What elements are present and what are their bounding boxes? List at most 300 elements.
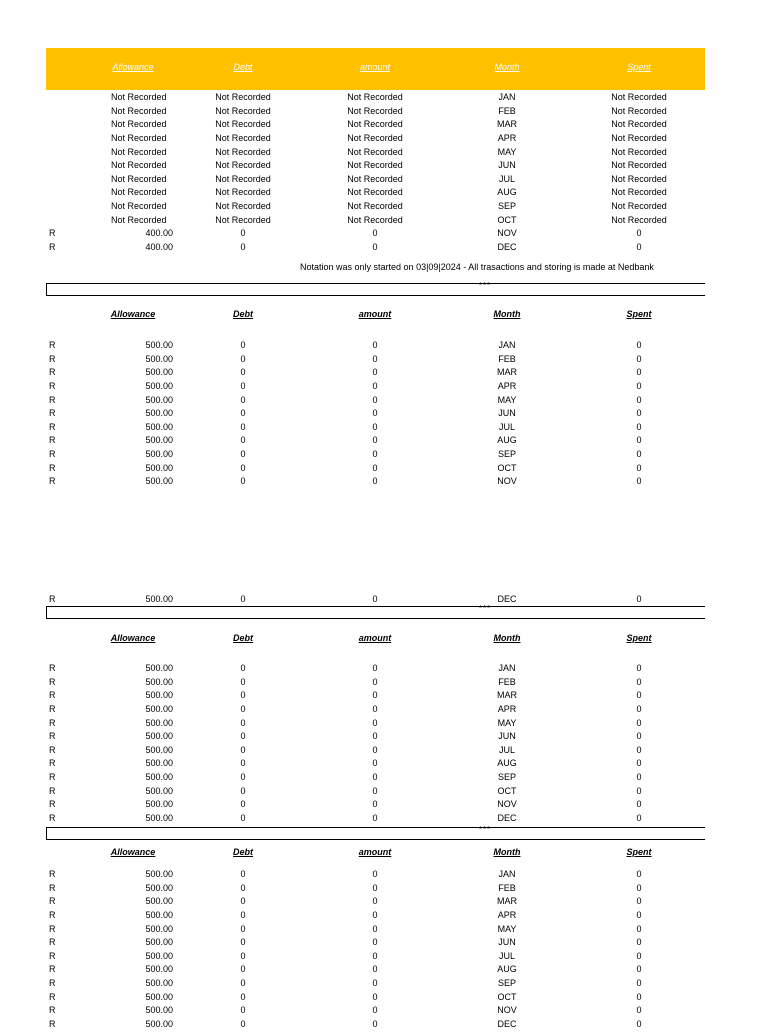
header-amount: amount [358, 309, 392, 319]
table-row [46, 757, 705, 771]
currency-cell: R [49, 462, 56, 473]
header-allowance: Allowance [110, 309, 156, 319]
month-cell: JAN [498, 663, 516, 673]
month-cell: NOV [497, 228, 517, 239]
spent-cell: 0 [636, 923, 642, 934]
spent-cell: 0 [636, 594, 642, 604]
table-row [46, 173, 705, 187]
month-cell: MAY [497, 717, 517, 728]
header-month: Month [494, 62, 520, 72]
amount-cell: 0 [372, 367, 378, 378]
table-row [46, 91, 705, 105]
spent-cell: 0 [636, 869, 642, 879]
section-separator [46, 606, 705, 619]
month-cell: MAR [497, 690, 517, 701]
allowance-cell: 500.00 [145, 421, 173, 432]
debt-cell: 0 [240, 690, 246, 701]
spent-cell: 0 [636, 462, 642, 473]
allowance-cell: 500.00 [145, 896, 173, 907]
allowance-cell: Not Recorded [111, 214, 167, 225]
spent-cell: 0 [636, 758, 642, 769]
table-row [46, 936, 705, 950]
table-section [46, 842, 705, 868]
currency-cell: R [49, 408, 56, 419]
spent-cell: 0 [636, 785, 642, 796]
header-month: Month [493, 847, 521, 857]
month-cell: JUN [498, 160, 516, 171]
amount-cell: 0 [372, 435, 378, 446]
amount-cell: 0 [372, 449, 378, 460]
table-row [46, 977, 705, 991]
currency-cell: R [49, 785, 56, 796]
amount-cell: Not Recorded [347, 201, 403, 212]
amount-cell: Not Recorded [347, 173, 403, 184]
currency-cell: R [49, 367, 56, 378]
amount-cell: 0 [372, 380, 378, 391]
allowance-cell: 500.00 [145, 744, 173, 755]
spent-cell: 0 [636, 242, 642, 253]
currency-cell: R [49, 923, 56, 934]
spent-cell: 0 [636, 731, 642, 742]
header-debt: Debt [233, 309, 253, 319]
debt-cell: 0 [240, 462, 246, 473]
allowance-cell: 500.00 [145, 937, 173, 948]
currency-cell: R [49, 594, 56, 604]
month-cell: JUN [498, 408, 516, 419]
debt-cell: 0 [240, 882, 246, 893]
allowance-cell: 500.00 [145, 758, 173, 769]
debt-cell: 0 [240, 408, 246, 419]
debt-cell: 0 [240, 799, 246, 810]
amount-cell: 0 [372, 242, 378, 253]
allowance-cell: 400.00 [145, 228, 173, 239]
section-separator [46, 827, 705, 840]
table-row [46, 703, 705, 717]
spent-cell: 0 [636, 380, 642, 391]
allowance-cell: 500.00 [145, 690, 173, 701]
currency-cell: R [49, 937, 56, 948]
debt-cell: 0 [240, 869, 246, 879]
currency-cell: R [49, 896, 56, 907]
debt-cell: 0 [240, 476, 246, 487]
spent-cell: 0 [636, 799, 642, 810]
table-row [46, 200, 705, 214]
currency-cell: R [49, 435, 56, 446]
header-month: Month [493, 633, 521, 643]
currency-cell: R [49, 703, 56, 714]
amount-cell: 0 [372, 785, 378, 796]
spent-cell: Not Recorded [611, 173, 667, 184]
amount-cell: 0 [372, 228, 378, 239]
allowance-cell: Not Recorded [111, 146, 167, 157]
table-row [46, 730, 705, 744]
currency-cell: R [49, 758, 56, 769]
header-amount: amount [358, 633, 392, 643]
allowance-cell: Not Recorded [111, 173, 167, 184]
spent-cell: 0 [636, 978, 642, 989]
debt-cell: Not Recorded [215, 160, 271, 171]
debt-cell: 0 [240, 896, 246, 907]
month-cell: JAN [498, 340, 516, 350]
debt-cell: 0 [240, 717, 246, 728]
spent-cell: 0 [636, 703, 642, 714]
table-row [46, 159, 705, 173]
spent-cell: Not Recorded [611, 105, 667, 116]
debt-cell: Not Recorded [215, 187, 271, 198]
month-cell: OCT [497, 991, 517, 1002]
currency-cell: R [49, 991, 56, 1002]
debt-cell: Not Recorded [215, 201, 271, 212]
debt-cell: 0 [240, 421, 246, 432]
table-row [46, 353, 705, 367]
currency-cell: R [49, 476, 56, 487]
amount-cell: 0 [372, 408, 378, 419]
amount-cell: 0 [372, 964, 378, 975]
month-cell: SEP [497, 201, 517, 212]
spent-cell: 0 [636, 813, 642, 824]
month-cell: NOV [497, 799, 517, 810]
table-rows [46, 339, 705, 489]
debt-cell: Not Recorded [215, 132, 271, 143]
spent-cell: 0 [636, 950, 642, 961]
debt-cell: 0 [240, 731, 246, 742]
month-cell: JUN [498, 937, 516, 948]
notation-note: Notation was only started on 03|09|2024 - All trasactions and storing is made at Nedbank [300, 262, 654, 272]
amount-cell: 0 [372, 353, 378, 364]
currency-cell: R [49, 394, 56, 405]
header-debt: Debt [233, 62, 253, 72]
month-cell: APR [497, 132, 517, 143]
allowance-cell: 500.00 [145, 367, 173, 378]
month-cell: MAY [497, 923, 517, 934]
currency-cell: R [49, 950, 56, 961]
header-allowance: Allowance [112, 62, 154, 72]
table-row [46, 676, 705, 690]
spent-cell: 0 [636, 690, 642, 701]
header-debt: Debt [233, 633, 253, 643]
spent-cell: 0 [636, 676, 642, 687]
table-row [46, 214, 705, 228]
table-row [46, 895, 705, 909]
debt-cell: 0 [240, 744, 246, 755]
month-cell: NOV [497, 476, 517, 487]
table-row [46, 909, 705, 923]
table-section [46, 628, 705, 654]
spent-cell: 0 [636, 744, 642, 755]
table-row [46, 118, 705, 132]
allowance-cell: 500.00 [145, 950, 173, 961]
allowance-cell: 500.00 [145, 394, 173, 405]
amount-cell: 0 [372, 476, 378, 487]
amount-cell: Not Recorded [347, 160, 403, 171]
debt-cell: 0 [240, 785, 246, 796]
debt-cell: 0 [240, 772, 246, 783]
currency-cell: R [49, 1005, 56, 1016]
allowance-cell: 500.00 [145, 380, 173, 391]
allowance-cell: 500.00 [145, 340, 173, 350]
allowance-cell: 500.00 [145, 462, 173, 473]
table-rows [46, 91, 705, 255]
currency-cell: R [49, 663, 56, 673]
amount-cell: 0 [372, 663, 378, 673]
amount-cell: 0 [372, 869, 378, 879]
debt-cell: Not Recorded [215, 92, 271, 102]
spent-cell: 0 [636, 228, 642, 239]
amount-cell: Not Recorded [347, 187, 403, 198]
currency-cell: R [49, 353, 56, 364]
spent-cell: 0 [636, 394, 642, 405]
debt-cell: 0 [240, 950, 246, 961]
allowance-cell: 500.00 [145, 353, 173, 364]
debt-cell: Not Recorded [215, 146, 271, 157]
spent-cell: Not Recorded [611, 146, 667, 157]
month-cell: OCT [497, 462, 517, 473]
debt-cell: Not Recorded [215, 214, 271, 225]
debt-cell: 0 [240, 1019, 246, 1030]
spent-cell: 0 [636, 449, 642, 460]
month-cell: FEB [498, 676, 516, 687]
spent-cell: 0 [636, 367, 642, 378]
debt-cell: 0 [240, 340, 246, 350]
table-rows [46, 662, 705, 826]
table-row [46, 868, 705, 882]
month-cell: FEB [498, 105, 516, 116]
table-row [46, 662, 705, 676]
debt-cell: 0 [240, 923, 246, 934]
spent-cell: 0 [636, 896, 642, 907]
month-cell: SEP [497, 978, 517, 989]
debt-cell: 0 [240, 676, 246, 687]
month-cell: AUG [497, 435, 517, 446]
amount-cell: 0 [372, 813, 378, 824]
spent-cell: Not Recorded [611, 214, 667, 225]
allowance-cell: 500.00 [145, 663, 173, 673]
amount-cell: 0 [372, 923, 378, 934]
spent-cell: Not Recorded [611, 132, 667, 143]
table-row [46, 339, 705, 353]
table-header-row [46, 48, 705, 90]
allowance-cell: 500.00 [145, 991, 173, 1002]
table-row [46, 950, 705, 964]
header-allowance: Allowance [110, 633, 156, 643]
table-row [46, 380, 705, 394]
amount-cell: Not Recorded [347, 146, 403, 157]
debt-cell: 0 [240, 813, 246, 824]
spent-cell: 0 [636, 353, 642, 364]
amount-cell: 0 [372, 717, 378, 728]
month-cell: AUG [497, 964, 517, 975]
currency-cell: R [49, 449, 56, 460]
currency-cell: R [49, 744, 56, 755]
debt-cell: 0 [240, 353, 246, 364]
table-row [46, 882, 705, 896]
table-row [46, 771, 705, 785]
month-cell: MAR [497, 119, 517, 130]
currency-cell: R [49, 690, 56, 701]
allowance-cell: Not Recorded [111, 160, 167, 171]
debt-cell: 0 [240, 449, 246, 460]
debt-cell: 0 [240, 594, 246, 604]
table-row [46, 434, 705, 448]
debt-cell: 0 [240, 663, 246, 673]
debt-cell: 0 [240, 978, 246, 989]
month-cell: OCT [497, 785, 517, 796]
month-cell: NOV [497, 1005, 517, 1016]
currency-cell: R [49, 813, 56, 824]
spent-cell: Not Recorded [611, 160, 667, 171]
amount-cell: 0 [372, 731, 378, 742]
allowance-cell: 500.00 [145, 978, 173, 989]
month-cell: SEP [497, 449, 517, 460]
allowance-cell: Not Recorded [111, 132, 167, 143]
amount-cell: 0 [372, 703, 378, 714]
currency-cell: R [49, 228, 56, 239]
amount-cell: 0 [372, 1019, 378, 1030]
spent-cell: 0 [636, 772, 642, 783]
amount-cell: Not Recorded [347, 105, 403, 116]
table-section [46, 48, 705, 90]
allowance-cell: 400.00 [145, 242, 173, 253]
table-row [46, 923, 705, 937]
allowance-cell: Not Recorded [111, 187, 167, 198]
spent-cell: 0 [636, 340, 642, 350]
allowance-cell: 500.00 [145, 813, 173, 824]
currency-cell: R [49, 869, 56, 879]
currency-cell: R [49, 799, 56, 810]
debt-cell: Not Recorded [215, 119, 271, 130]
spent-cell: 0 [636, 1005, 642, 1016]
spent-cell: 0 [636, 435, 642, 446]
month-cell: APR [497, 703, 517, 714]
table-row [46, 421, 705, 435]
currency-cell: R [49, 978, 56, 989]
amount-cell: 0 [372, 991, 378, 1002]
amount-cell: 0 [372, 394, 378, 405]
amount-cell: 0 [372, 676, 378, 687]
currency-cell: R [49, 380, 56, 391]
table-row [46, 593, 705, 607]
allowance-cell: 500.00 [145, 772, 173, 783]
debt-cell: 0 [240, 435, 246, 446]
month-cell: DEC [497, 594, 517, 604]
debt-cell: 0 [240, 394, 246, 405]
currency-cell: R [49, 676, 56, 687]
allowance-cell: 500.00 [145, 717, 173, 728]
table-row [46, 132, 705, 146]
allowance-cell: 500.00 [145, 799, 173, 810]
month-cell: JUN [498, 731, 516, 742]
amount-cell: 0 [372, 421, 378, 432]
header-spent: Spent [626, 847, 652, 857]
table-row [46, 798, 705, 812]
table-row [46, 227, 705, 241]
allowance-cell: Not Recorded [111, 119, 167, 130]
table-header-row [46, 628, 705, 654]
section-separator [46, 283, 705, 296]
allowance-cell: 500.00 [145, 476, 173, 487]
table-section [46, 304, 705, 330]
header-spent: Spent [626, 633, 652, 643]
allowance-cell: 500.00 [145, 964, 173, 975]
debt-cell: 0 [240, 758, 246, 769]
allowance-cell: 500.00 [145, 731, 173, 742]
allowance-cell: 500.00 [145, 449, 173, 460]
currency-cell: R [49, 909, 56, 920]
month-cell: MAR [497, 896, 517, 907]
header-debt: Debt [233, 847, 253, 857]
currency-cell: R [49, 882, 56, 893]
month-cell: AUG [497, 758, 517, 769]
month-cell: JUL [498, 950, 516, 961]
spent-cell: Not Recorded [611, 201, 667, 212]
table-row [46, 1018, 705, 1032]
debt-cell: 0 [240, 1005, 246, 1016]
month-cell: MAY [497, 146, 517, 157]
allowance-cell: 500.00 [145, 594, 173, 604]
month-cell: FEB [498, 353, 516, 364]
amount-cell: 0 [372, 744, 378, 755]
month-cell: MAR [497, 367, 517, 378]
amount-cell: 0 [372, 690, 378, 701]
table-row [46, 717, 705, 731]
spent-cell: Not Recorded [611, 92, 667, 102]
allowance-cell: 500.00 [145, 923, 173, 934]
table-row [46, 475, 705, 489]
header-spent: Spent [626, 309, 652, 319]
amount-cell: 0 [372, 937, 378, 948]
month-cell: JAN [498, 92, 516, 102]
spent-cell: 0 [636, 663, 642, 673]
amount-cell: 0 [372, 462, 378, 473]
table-row [46, 105, 705, 119]
currency-cell: R [49, 772, 56, 783]
table-row [46, 991, 705, 1005]
debt-cell: Not Recorded [215, 173, 271, 184]
allowance-cell: 500.00 [145, 1005, 173, 1016]
currency-cell: R [49, 421, 56, 432]
allowance-cell: 500.00 [145, 882, 173, 893]
month-cell: JUL [498, 173, 516, 184]
table-row [46, 744, 705, 758]
table-row [46, 462, 705, 476]
table-row [46, 1004, 705, 1018]
month-cell: APR [497, 380, 517, 391]
allowance-cell: 500.00 [145, 408, 173, 419]
spent-cell: Not Recorded [611, 119, 667, 130]
amount-cell: 0 [372, 772, 378, 783]
currency-cell: R [49, 731, 56, 742]
month-cell: APR [497, 909, 517, 920]
amount-cell: 0 [372, 882, 378, 893]
table-row [46, 812, 705, 826]
allowance-cell: Not Recorded [111, 92, 167, 102]
separator-mark: *** [478, 825, 492, 834]
debt-cell: 0 [240, 909, 246, 920]
allowance-cell: 500.00 [145, 676, 173, 687]
month-cell: MAY [497, 394, 517, 405]
amount-cell: 0 [372, 978, 378, 989]
debt-cell: 0 [240, 964, 246, 975]
amount-cell: 0 [372, 896, 378, 907]
month-cell: FEB [498, 882, 516, 893]
month-cell: AUG [497, 187, 517, 198]
allowance-cell: 500.00 [145, 869, 173, 879]
header-amount: amount [359, 62, 391, 72]
month-cell: DEC [497, 242, 517, 253]
table-row [46, 186, 705, 200]
currency-cell: R [49, 964, 56, 975]
table-row [46, 963, 705, 977]
